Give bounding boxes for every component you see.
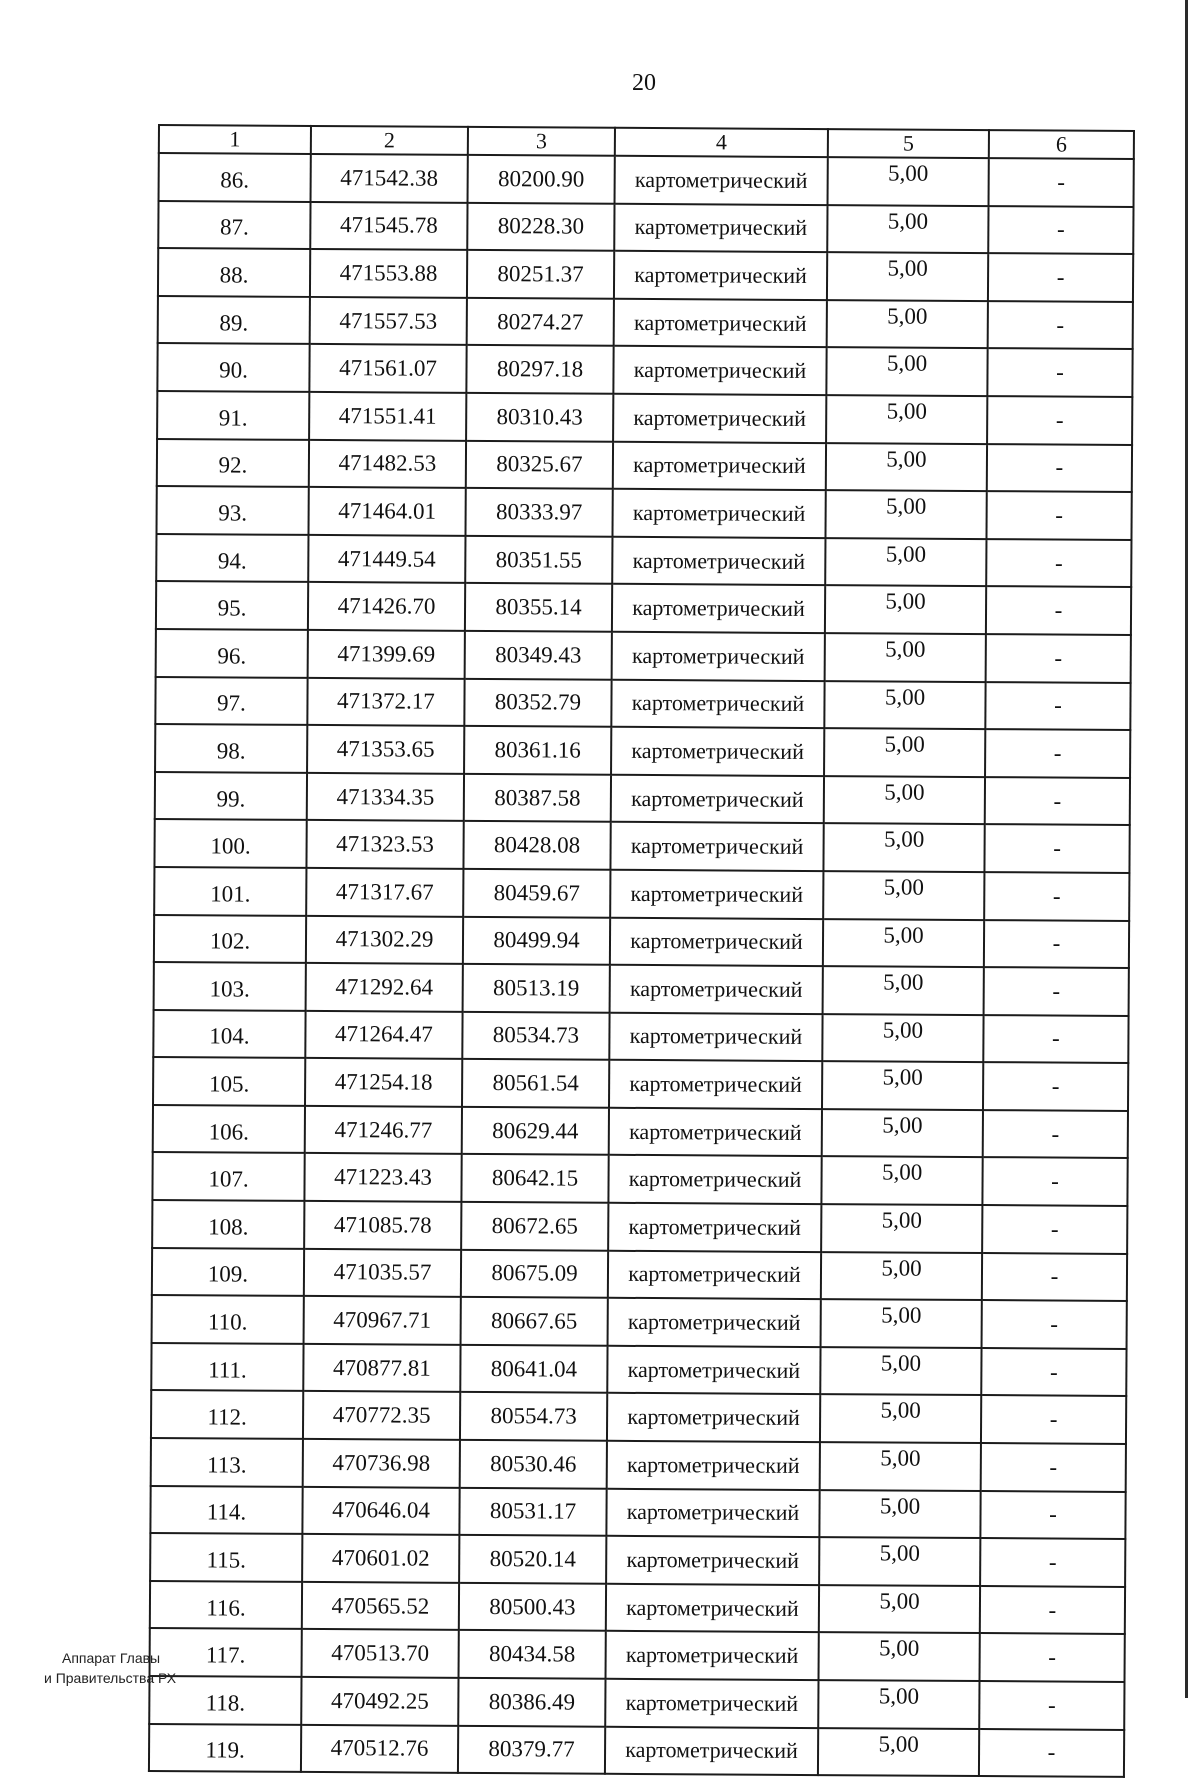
cell-note: - — [980, 1633, 1125, 1681]
cell-coord-x: 471302.29 — [306, 915, 463, 964]
cell-method: картометрический — [610, 917, 823, 966]
cell-coord-y: 80428.08 — [463, 821, 610, 869]
cell-accuracy: 5,00 — [819, 1537, 980, 1586]
table-row — [150, 1628, 1125, 1682]
cell-method: картометрический — [610, 870, 823, 919]
cell-coord-x: 470492.25 — [301, 1677, 458, 1726]
cell-method: картометрический — [614, 251, 827, 300]
cell-note: - — [984, 967, 1129, 1015]
cell-coord-y: 80554.73 — [460, 1392, 607, 1440]
cell-point-number: 93. — [156, 486, 308, 535]
cell-coord-x: 471399.69 — [308, 630, 465, 679]
cell-accuracy: 5,00 — [826, 347, 987, 396]
cell-point-number: 96. — [156, 629, 308, 678]
cell-coord-y: 80361.16 — [464, 726, 611, 774]
cell-coord-y: 80675.09 — [461, 1250, 608, 1298]
cell-accuracy: 5,00 — [828, 157, 989, 206]
cell-accuracy: 5,00 — [821, 1204, 982, 1253]
cell-accuracy: 5,00 — [820, 1442, 981, 1491]
cell-coord-y: 80434.58 — [459, 1630, 606, 1678]
cell-method: картометрический — [609, 1012, 822, 1061]
table-row — [158, 248, 1133, 302]
cell-coord-y: 80379.77 — [458, 1725, 605, 1773]
cell-accuracy: 5,00 — [824, 681, 985, 730]
cell-note: - — [985, 682, 1130, 730]
cell-method: картометрический — [606, 1488, 819, 1537]
table-row — [154, 914, 1129, 968]
cell-point-number: 87. — [158, 201, 310, 250]
cell-accuracy: 5,00 — [821, 1252, 982, 1301]
cell-note: - — [987, 396, 1132, 444]
cell-point-number: 111. — [151, 1343, 303, 1392]
cell-accuracy: 5,00 — [825, 490, 986, 539]
cell-note: - — [987, 444, 1132, 492]
cell-coord-x: 471542.38 — [311, 154, 468, 203]
table-row — [152, 1295, 1127, 1349]
cell-note: - — [986, 586, 1131, 634]
cell-note: - — [984, 920, 1129, 968]
cell-point-number: 112. — [151, 1390, 303, 1439]
cell-note: - — [982, 1205, 1127, 1253]
cell-accuracy: 5,00 — [827, 205, 988, 254]
cell-method: картометрический — [605, 1726, 818, 1775]
cell-point-number: 94. — [156, 534, 308, 583]
cell-point-number: 100. — [154, 819, 306, 868]
table-row — [151, 1343, 1126, 1397]
cell-coord-y: 80531.17 — [459, 1487, 606, 1535]
cell-coord-x: 470772.35 — [303, 1391, 460, 1440]
cell-note: - — [981, 1348, 1126, 1396]
cell-note: - — [988, 253, 1133, 301]
cell-method: картометрический — [611, 774, 824, 823]
table-row — [158, 296, 1133, 350]
table-row — [151, 1438, 1126, 1492]
cell-accuracy: 5,00 — [823, 871, 984, 920]
cell-coord-x: 471561.07 — [309, 344, 466, 393]
table-row — [157, 343, 1132, 397]
cell-coord-y: 80513.19 — [463, 964, 610, 1012]
table-row — [156, 629, 1131, 683]
cell-coord-x: 470967.71 — [304, 1296, 461, 1345]
table-row — [154, 867, 1129, 921]
cell-note: - — [988, 206, 1133, 254]
cell-accuracy: 5,00 — [822, 1061, 983, 1110]
cell-method: картометрический — [608, 1298, 821, 1347]
cell-coord-x: 471449.54 — [308, 535, 465, 584]
cell-coord-x: 471292.64 — [306, 963, 463, 1012]
cell-note: - — [981, 1395, 1126, 1443]
cell-coord-x: 471372.17 — [307, 677, 464, 726]
cell-coord-x: 471557.53 — [310, 297, 467, 346]
cell-method: картометрический — [612, 632, 825, 681]
cell-method: картометрический — [612, 489, 825, 538]
table-row — [156, 534, 1131, 588]
cell-method: картометрический — [611, 727, 824, 776]
cell-method: картометрический — [608, 1203, 821, 1252]
cell-point-number: 106. — [153, 1105, 305, 1154]
cell-coord-y: 80534.73 — [462, 1012, 609, 1060]
cell-accuracy: 5,00 — [819, 1490, 980, 1539]
cell-coord-x: 470565.52 — [302, 1582, 459, 1631]
cell-point-number: 97. — [155, 677, 307, 726]
cell-accuracy: 5,00 — [827, 300, 988, 349]
cell-coord-y: 80325.67 — [466, 440, 613, 488]
cell-coord-x: 471223.43 — [304, 1153, 461, 1202]
stamp-line-2: и Правительства РХ — [44, 1670, 177, 1686]
cell-point-number: 89. — [158, 296, 310, 345]
office-stamp — [44, 1648, 176, 1688]
cell-accuracy: 5,00 — [826, 443, 987, 492]
cell-coord-x: 471482.53 — [309, 439, 466, 488]
cell-note: - — [983, 1110, 1128, 1158]
cell-method: картометрический — [605, 1679, 818, 1728]
cell-method: картометрический — [615, 156, 828, 205]
cell-accuracy: 5,00 — [822, 1014, 983, 1063]
table-row — [155, 772, 1130, 826]
cell-method: картометрический — [606, 1536, 819, 1585]
cell-point-number: 102. — [154, 914, 306, 963]
table-row — [153, 1057, 1128, 1111]
cell-coord-y: 80667.65 — [461, 1297, 608, 1345]
cell-point-number: 110. — [152, 1295, 304, 1344]
cell-point-number: 117. — [150, 1628, 302, 1677]
cell-point-number: 107. — [152, 1152, 304, 1201]
cell-note: - — [985, 777, 1130, 825]
page-number: 20 — [632, 70, 656, 96]
cell-coord-y: 80274.27 — [467, 298, 614, 346]
cell-method: картометрический — [608, 1250, 821, 1299]
column-header: 2 — [311, 126, 468, 155]
cell-coord-x: 470877.81 — [303, 1344, 460, 1393]
cell-coord-x: 471254.18 — [305, 1058, 462, 1107]
cell-note: - — [980, 1491, 1125, 1539]
cell-point-number: 113. — [151, 1438, 303, 1487]
cell-method: картометрический — [611, 679, 824, 728]
cell-note: - — [983, 1015, 1128, 1063]
cell-coord-x: 470646.04 — [302, 1487, 459, 1536]
cell-point-number: 88. — [158, 248, 310, 297]
cell-method: картометрический — [612, 537, 825, 586]
table-row — [158, 201, 1133, 255]
cell-note: - — [981, 1443, 1126, 1491]
cell-method: картометрический — [614, 203, 827, 252]
cell-point-number: 119. — [149, 1724, 301, 1773]
cell-point-number: 86. — [159, 153, 311, 202]
cell-accuracy: 5,00 — [821, 1299, 982, 1348]
cell-accuracy: 5,00 — [818, 1728, 979, 1777]
cell-coord-y: 80228.30 — [467, 202, 614, 250]
cell-accuracy: 5,00 — [821, 1157, 982, 1206]
cell-accuracy: 5,00 — [825, 633, 986, 682]
cell-note: - — [982, 1158, 1127, 1206]
stamp-line-1: Аппарат Главы — [62, 1650, 161, 1666]
column-header: 6 — [989, 130, 1134, 159]
cell-method: картометрический — [612, 584, 825, 633]
cell-coord-y: 80672.65 — [461, 1202, 608, 1250]
cell-coord-x: 471334.35 — [307, 773, 464, 822]
table-row — [156, 581, 1131, 635]
coordinates-table — [148, 124, 1135, 1778]
cell-note: - — [985, 729, 1130, 777]
cell-coord-y: 80629.44 — [462, 1107, 609, 1155]
cell-method: картометрический — [609, 1108, 822, 1157]
cell-accuracy: 5,00 — [822, 1109, 983, 1158]
cell-point-number: 118. — [149, 1676, 301, 1725]
cell-coord-y: 80310.43 — [466, 393, 613, 441]
cell-accuracy: 5,00 — [819, 1585, 980, 1634]
table-row — [157, 439, 1132, 493]
cell-note: - — [984, 872, 1129, 920]
cell-method: картометрический — [613, 394, 826, 443]
table-row — [154, 819, 1129, 873]
cell-note: - — [987, 348, 1132, 396]
cell-note: - — [982, 1253, 1127, 1301]
cell-accuracy: 5,00 — [819, 1632, 980, 1681]
table-row — [149, 1676, 1124, 1730]
cell-note: - — [980, 1538, 1125, 1586]
cell-point-number: 90. — [157, 343, 309, 392]
cell-note: - — [980, 1586, 1125, 1634]
cell-point-number: 103. — [154, 962, 306, 1011]
cell-coord-y: 80459.67 — [463, 869, 610, 917]
cell-coord-y: 80530.46 — [460, 1440, 607, 1488]
cell-point-number: 108. — [152, 1200, 304, 1249]
cell-coord-x: 471551.41 — [309, 392, 466, 441]
cell-accuracy: 5,00 — [824, 728, 985, 777]
table-row — [150, 1581, 1125, 1635]
cell-note: - — [982, 1300, 1127, 1348]
cell-accuracy: 5,00 — [825, 538, 986, 587]
column-header: 4 — [615, 128, 828, 157]
cell-note: - — [989, 158, 1134, 206]
cell-note: - — [986, 539, 1131, 587]
cell-point-number: 114. — [150, 1486, 302, 1535]
cell-method: картометрический — [608, 1155, 821, 1204]
table-row — [150, 1486, 1125, 1540]
cell-coord-x: 470512.76 — [301, 1724, 458, 1773]
table-row — [150, 1533, 1125, 1587]
cell-coord-y: 80297.18 — [466, 345, 613, 393]
column-header: 3 — [468, 127, 615, 156]
cell-method: картометрический — [607, 1441, 820, 1490]
table-row — [151, 1390, 1126, 1444]
cell-coord-x: 471085.78 — [304, 1201, 461, 1250]
cell-accuracy: 5,00 — [820, 1347, 981, 1396]
table-row — [155, 677, 1130, 731]
cell-point-number: 115. — [150, 1533, 302, 1582]
cell-coord-x: 471464.01 — [308, 487, 465, 536]
cell-coord-y: 80387.58 — [464, 774, 611, 822]
cell-coord-x: 471545.78 — [310, 202, 467, 251]
cell-coord-x: 471246.77 — [305, 1106, 462, 1155]
table-row — [152, 1200, 1127, 1254]
table-row — [153, 1105, 1128, 1159]
cell-coord-x: 471264.47 — [305, 1011, 462, 1060]
cell-coord-y: 80200.90 — [468, 155, 615, 203]
cell-method: картометрический — [609, 1060, 822, 1109]
cell-coord-y: 80333.97 — [465, 488, 612, 536]
cell-accuracy: 5,00 — [823, 823, 984, 872]
table-row — [155, 724, 1130, 778]
cell-point-number: 109. — [152, 1248, 304, 1297]
cell-coord-x: 470601.02 — [302, 1534, 459, 1583]
cell-note: - — [984, 824, 1129, 872]
cell-coord-x: 470513.70 — [302, 1629, 459, 1678]
cell-coord-x: 471035.57 — [304, 1249, 461, 1298]
table-row — [152, 1152, 1127, 1206]
cell-point-number: 104. — [153, 1010, 305, 1059]
cell-coord-x: 470736.98 — [303, 1439, 460, 1488]
cell-note: - — [979, 1729, 1124, 1777]
cell-coord-x: 471323.53 — [306, 820, 463, 869]
cell-coord-y: 80561.54 — [462, 1059, 609, 1107]
table-row — [153, 1010, 1128, 1064]
cell-coord-y: 80386.49 — [458, 1678, 605, 1726]
cell-coord-y: 80641.04 — [460, 1345, 607, 1393]
cell-coord-y: 80355.14 — [465, 583, 612, 631]
cell-coord-x: 471426.70 — [308, 582, 465, 631]
column-header: 1 — [159, 125, 311, 154]
cell-accuracy: 5,00 — [827, 252, 988, 301]
cell-coord-y: 80349.43 — [465, 631, 612, 679]
table-row — [152, 1248, 1127, 1302]
cell-coord-y: 80351.55 — [465, 536, 612, 584]
table-body — [149, 153, 1134, 1777]
cell-point-number: 98. — [155, 724, 307, 773]
cell-method: картометрический — [613, 346, 826, 395]
cell-method: картометрический — [606, 1584, 819, 1633]
cell-note: - — [986, 491, 1131, 539]
cell-note: - — [988, 301, 1133, 349]
cell-method: картометрический — [610, 822, 823, 871]
cell-note: - — [986, 634, 1131, 682]
cell-coord-x: 471553.88 — [310, 249, 467, 298]
cell-method: картометрический — [607, 1346, 820, 1395]
cell-method: картометрический — [614, 299, 827, 348]
cell-point-number: 95. — [156, 581, 308, 630]
cell-coord-y: 80352.79 — [464, 678, 611, 726]
cell-method: картометрический — [606, 1631, 819, 1680]
cell-method: картометрический — [613, 441, 826, 490]
table-row — [157, 391, 1132, 445]
cell-note: - — [983, 1062, 1128, 1110]
cell-accuracy: 5,00 — [825, 585, 986, 634]
cell-method: картометрический — [607, 1393, 820, 1442]
table-row — [154, 962, 1129, 1016]
cell-accuracy: 5,00 — [823, 919, 984, 968]
cell-accuracy: 5,00 — [826, 395, 987, 444]
cell-coord-x: 471317.67 — [306, 868, 463, 917]
table-row — [159, 153, 1134, 207]
cell-point-number: 99. — [155, 772, 307, 821]
cell-point-number: 101. — [154, 867, 306, 916]
cell-note: - — [979, 1681, 1124, 1729]
column-header: 5 — [828, 129, 989, 158]
cell-point-number: 105. — [153, 1057, 305, 1106]
cell-coord-y: 80520.14 — [459, 1535, 606, 1583]
cell-point-number: 91. — [157, 391, 309, 440]
cell-accuracy: 5,00 — [820, 1395, 981, 1444]
cell-accuracy: 5,00 — [824, 776, 985, 825]
cell-accuracy: 5,00 — [818, 1680, 979, 1729]
cell-coord-y: 80642.15 — [461, 1154, 608, 1202]
table-row — [149, 1724, 1124, 1778]
cell-coord-y: 80500.43 — [459, 1583, 606, 1631]
cell-method: картометрический — [610, 965, 823, 1014]
table-row — [156, 486, 1131, 540]
cell-coord-y: 80251.37 — [467, 250, 614, 298]
cell-accuracy: 5,00 — [823, 966, 984, 1015]
cell-coord-x: 471353.65 — [307, 725, 464, 774]
cell-coord-y: 80499.94 — [463, 916, 610, 964]
cell-point-number: 116. — [150, 1581, 302, 1630]
cell-point-number: 92. — [157, 439, 309, 488]
